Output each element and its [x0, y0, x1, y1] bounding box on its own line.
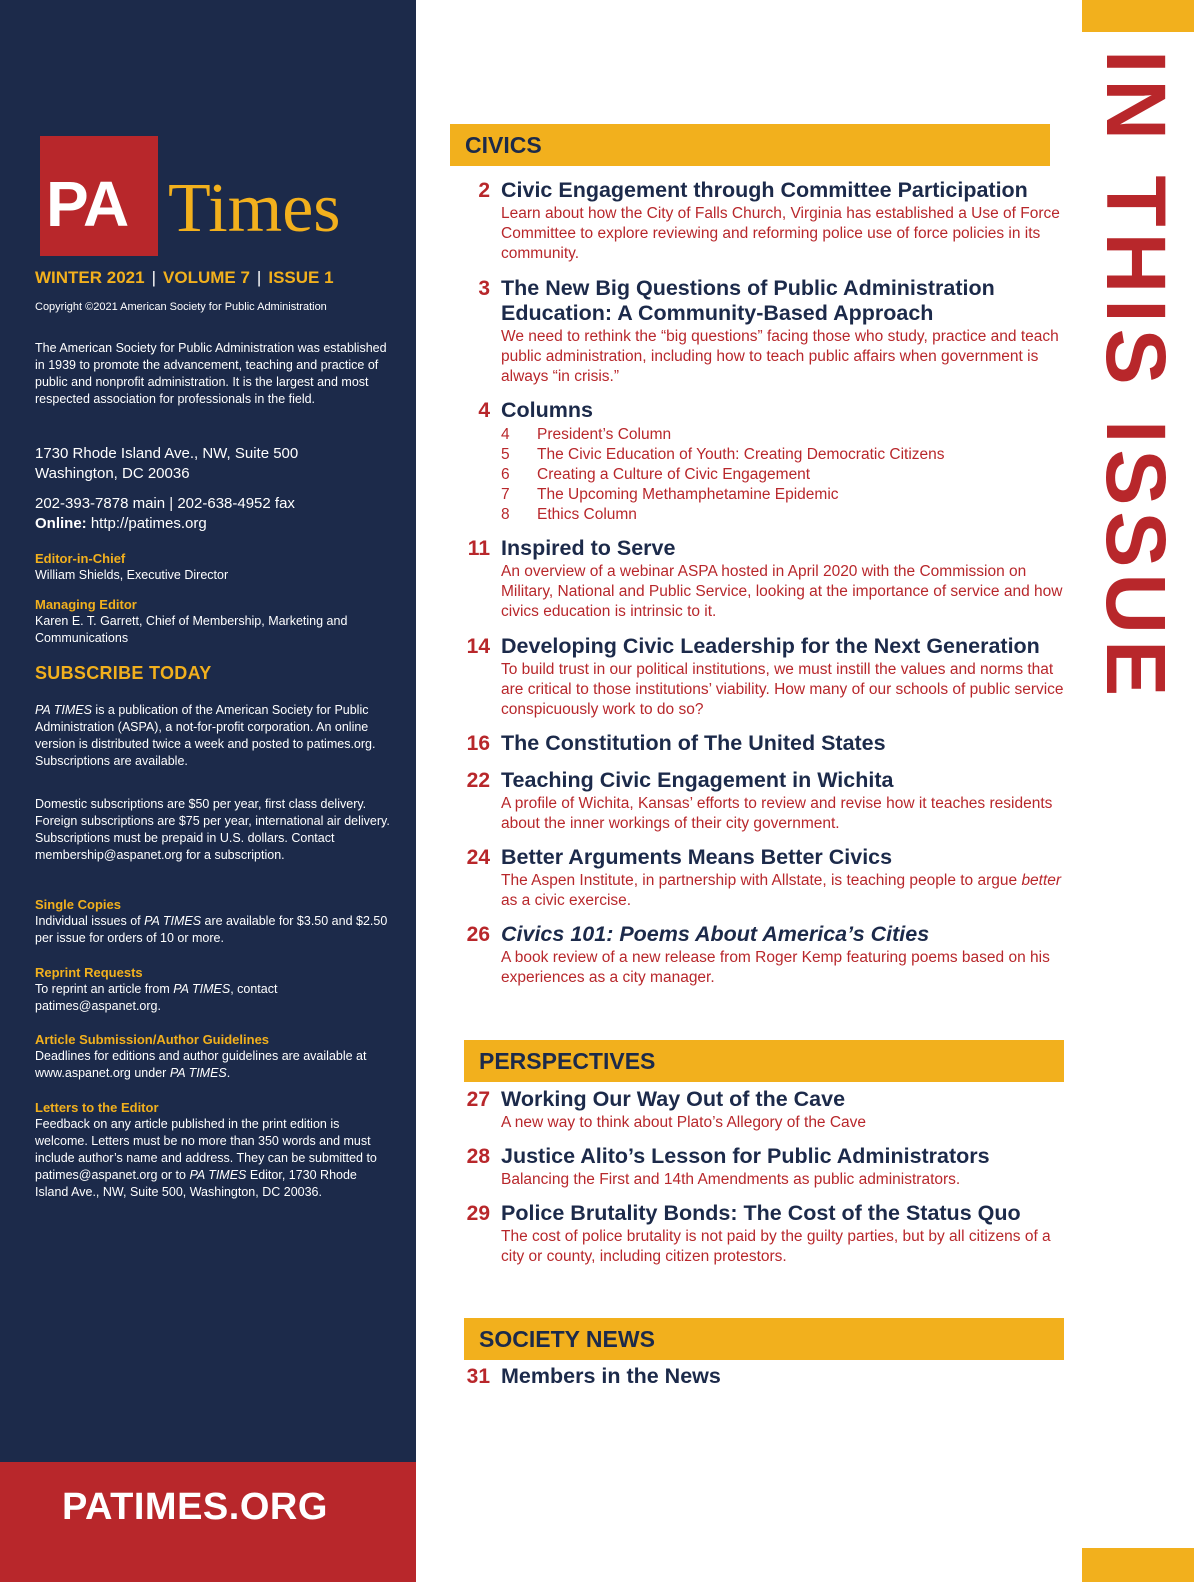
submission-block — [35, 1031, 395, 1082]
letters-heading: Letters to the Editor — [35, 1100, 159, 1115]
page-number: 29 — [466, 1202, 490, 1225]
toc-entry[interactable] — [440, 922, 1070, 988]
submission-text-b: . — [226, 1066, 231, 1080]
managing-editor-name: Karen E. T. Garrett, Chief of Membership, Marketing and Communications — [35, 614, 348, 645]
site-url-banner[interactable]: PATIMES.ORG — [0, 1462, 416, 1582]
column-title: Ethics Column — [537, 506, 637, 523]
article-description: A profile of Wichita, Kansas’ efforts to review and revise how it teaches residents about the inner workings of their city government. — [501, 795, 1053, 832]
editor-heading: Editor-in-Chief — [35, 551, 126, 566]
pa-times-name: PA TIMES — [169, 1066, 227, 1080]
toc-entry[interactable] — [440, 845, 1070, 911]
about-aspa-text: The American Society for Public Administration was established in 1939 to promote the advancement, teaching and practice of public and nonprofit administration. It is the largest and most respected association for professionals in the field. — [35, 341, 387, 406]
page-number: 27 — [466, 1088, 490, 1111]
article-title[interactable]: Teaching Civic Engagement in Wichita — [501, 768, 894, 792]
issue-volume: VOLUME 7 — [163, 268, 250, 287]
article-description — [501, 871, 1070, 911]
page-number: 24 — [466, 846, 490, 869]
toc-entry[interactable] — [440, 634, 1070, 720]
article-description: The cost of police brutality is not paid by the guilty parties, but by all citizens of a city or county, including citizen protestors. — [501, 1228, 1051, 1265]
in-this-issue-title: IN THIS ISSUE — [1089, 50, 1183, 703]
gold-accent-bottom — [1082, 1548, 1194, 1582]
column-title: The Upcoming Methamphetamine Epidemic — [537, 486, 839, 503]
letters-text-b: Editor, 1730 Rhode Island Ave., NW, Suite 500, Washington, DC 20036. — [35, 1168, 357, 1199]
toc-entry[interactable] — [440, 1144, 1070, 1190]
column-page: 7 — [501, 486, 510, 503]
toc-entry[interactable] — [440, 1364, 1070, 1389]
article-title[interactable]: Columns — [501, 398, 593, 422]
single-copies-block — [35, 896, 395, 947]
article-title[interactable]: Working Our Way Out of the Cave — [501, 1087, 846, 1111]
editor-block — [35, 550, 395, 584]
page-number: 4 — [478, 399, 490, 422]
pa-times-name: PA TIMES — [35, 703, 92, 717]
article-description: To build trust in our political institutions, we must instill the values and norms that are critical to those institutions’ viability. How many of our schools of public service conspicuously work to do so? — [501, 661, 1064, 718]
address-line-1: 1730 Rhode Island Ave., NW, Suite 500 — [35, 445, 299, 462]
toc-entry[interactable] — [440, 1201, 1070, 1267]
editor-name: William Shields, Executive Director — [35, 568, 229, 582]
issue-number: ISSUE 1 — [268, 268, 334, 287]
page-number: 3 — [478, 277, 490, 300]
single-copies-text-a: Individual issues of — [35, 914, 145, 928]
article-description: We need to rethink the “big questions” facing those who study, practice and teach public administration, including how to teach public affairs when government is always “in crisis.” — [501, 328, 1059, 385]
page-number: 16 — [466, 732, 490, 755]
article-title[interactable]: Inspired to Serve — [501, 536, 676, 560]
column-title: Creating a Culture of Civic Engagement — [537, 466, 811, 483]
online-label: Online: — [35, 515, 87, 532]
section-header-society-news: SOCIETY NEWS — [464, 1318, 1064, 1360]
column-item[interactable] — [501, 425, 1070, 445]
subscription-pricing: Domestic subscriptions are $50 per year, first class delivery. Foreign subscriptions are $75 per year, international air delivery. Subscriptions must be prepaid in U.S. dollars. Contact membership@aspanet.org for a subscription. — [35, 797, 390, 862]
issue-separator: | — [151, 268, 157, 287]
article-description: Balancing the First and 14th Amendments as public administrators. — [501, 1171, 961, 1188]
subscribe-heading: SUBSCRIBE TODAY — [35, 663, 212, 683]
article-description: A book review of a new release from Roger Kemp featuring poems based on his experiences as a city manager. — [501, 949, 1050, 986]
toc-entry[interactable] — [440, 768, 1070, 834]
toc-entry[interactable] — [440, 276, 1070, 387]
description-text-a: The Aspen Institute, in partnership with Allstate, is teaching people to argue — [501, 872, 1022, 889]
phone-numbers: 202-393-7878 main | 202-638-4952 fax — [35, 495, 295, 512]
column-item[interactable] — [501, 505, 1070, 525]
copyright-text: Copyright ©2021 American Society for Public Administration — [35, 301, 327, 313]
toc-entry[interactable] — [440, 536, 1070, 622]
column-page: 8 — [501, 506, 510, 523]
column-item[interactable] — [501, 465, 1070, 485]
subscription-intro — [35, 702, 395, 770]
article-title[interactable]: Justice Alito’s Lesson for Public Administrators — [501, 1144, 990, 1168]
description-text-b: as a civic exercise. — [501, 892, 632, 909]
logo-times-text: Times — [168, 170, 341, 247]
issue-line — [35, 268, 334, 288]
article-title[interactable]: Members in the News — [501, 1364, 721, 1388]
page-number: 14 — [466, 635, 490, 658]
column-page: 5 — [501, 446, 510, 463]
article-title[interactable]: Better Arguments Means Better Civics — [501, 845, 893, 869]
column-page: 6 — [501, 466, 510, 483]
toc-entry[interactable] — [440, 178, 1070, 264]
article-description: An overview of a webinar ASPA hosted in April 2020 with the Commission on Military, National and Public Service, looking at the importance of service and how civics education is intrinsic to it. — [501, 563, 1063, 620]
logo-pa-block: PA — [40, 136, 158, 256]
reprint-block — [35, 964, 395, 1015]
online-line — [35, 514, 395, 534]
columns-list — [501, 425, 1070, 525]
issue-season: WINTER 2021 — [35, 268, 145, 287]
submission-text-a: Deadlines for editions and author guidelines are available at www.aspanet.org under — [35, 1049, 367, 1080]
sidebar — [0, 0, 416, 1582]
toc-entry[interactable] — [440, 1087, 1070, 1133]
online-url-link[interactable]: http://patimes.org — [86, 515, 207, 532]
single-copies-text-b: are available for $3.50 and $2.50 per issue for orders of 10 or more. — [35, 914, 388, 945]
page-number: 2 — [478, 179, 490, 202]
page-number: 28 — [466, 1145, 490, 1168]
contact-block — [35, 494, 395, 534]
page-number: 22 — [466, 769, 490, 792]
managing-editor-block — [35, 596, 395, 647]
reprint-text-a: To reprint an article from — [35, 982, 174, 996]
address-line-2: Washington, DC 20036 — [35, 465, 190, 482]
article-title[interactable]: The New Big Questions of Public Administration Education: A Community-Based Approach — [501, 276, 995, 325]
pa-times-name: PA TIMES — [144, 914, 202, 928]
managing-editor-heading: Managing Editor — [35, 597, 137, 612]
article-description: A new way to think about Plato’s Allegory of the Cave — [501, 1114, 867, 1131]
article-title[interactable]: Civics 101: Poems About America’s Cities — [501, 922, 930, 946]
column-title: The Civic Education of Youth: Creating Democratic Citizens — [537, 446, 945, 463]
article-title[interactable]: Police Brutality Bonds: The Cost of the Status Quo — [501, 1201, 1021, 1225]
pa-times-name: PA TIMES — [173, 982, 231, 996]
reprint-text-b: , contact patimes@aspanet.org. — [35, 982, 278, 1013]
subscription-intro-text: is a publication of the American Society for Public Administration (ASPA), a not-for-profit corporation. An online version is distributed twice a week and posted to patimes.org. Subscriptions are available. — [35, 703, 376, 768]
article-title[interactable]: Developing Civic Leadership for the Next Generation — [501, 634, 1040, 658]
page-number: 11 — [467, 537, 490, 560]
article-title[interactable]: Civic Engagement through Committee Participation — [501, 178, 1028, 202]
pa-times-name: PA TIMES — [189, 1168, 247, 1182]
page-number: 31 — [466, 1365, 490, 1388]
section-header-civics: CIVICS — [450, 124, 1050, 166]
column-page: 4 — [501, 426, 510, 443]
submission-heading: Article Submission/Author Guidelines — [35, 1032, 270, 1047]
article-title[interactable]: The Constitution of The United States — [501, 731, 886, 755]
column-title: President’s Column — [537, 426, 672, 443]
letters-text-a: Feedback on any article published in the print edition is welcome. Letters must be no more than 350 words and must include author’s name and address. They can be submitted to patimes@aspanet.org or to — [35, 1117, 377, 1182]
single-copies-heading: Single Copies — [35, 897, 121, 912]
toc-entry-columns[interactable] — [440, 398, 1070, 525]
section-header-perspectives: PERSPECTIVES — [464, 1040, 1064, 1082]
description-emphasis: better — [1021, 872, 1062, 889]
article-description: Learn about how the City of Falls Church, Virginia has established a Use of Force Committee to explore reviewing and reforming police use of force policies in its community. — [501, 205, 1060, 262]
letters-block — [35, 1099, 391, 1201]
column-item[interactable] — [501, 445, 1070, 465]
page-number: 26 — [466, 923, 490, 946]
toc-entry[interactable] — [440, 731, 1070, 756]
address-block — [35, 444, 395, 484]
gold-accent-top — [1082, 0, 1194, 32]
pa-times-logo — [40, 136, 380, 256]
column-item[interactable] — [501, 485, 1070, 505]
issue-separator: | — [256, 268, 262, 287]
reprint-heading: Reprint Requests — [35, 965, 143, 980]
